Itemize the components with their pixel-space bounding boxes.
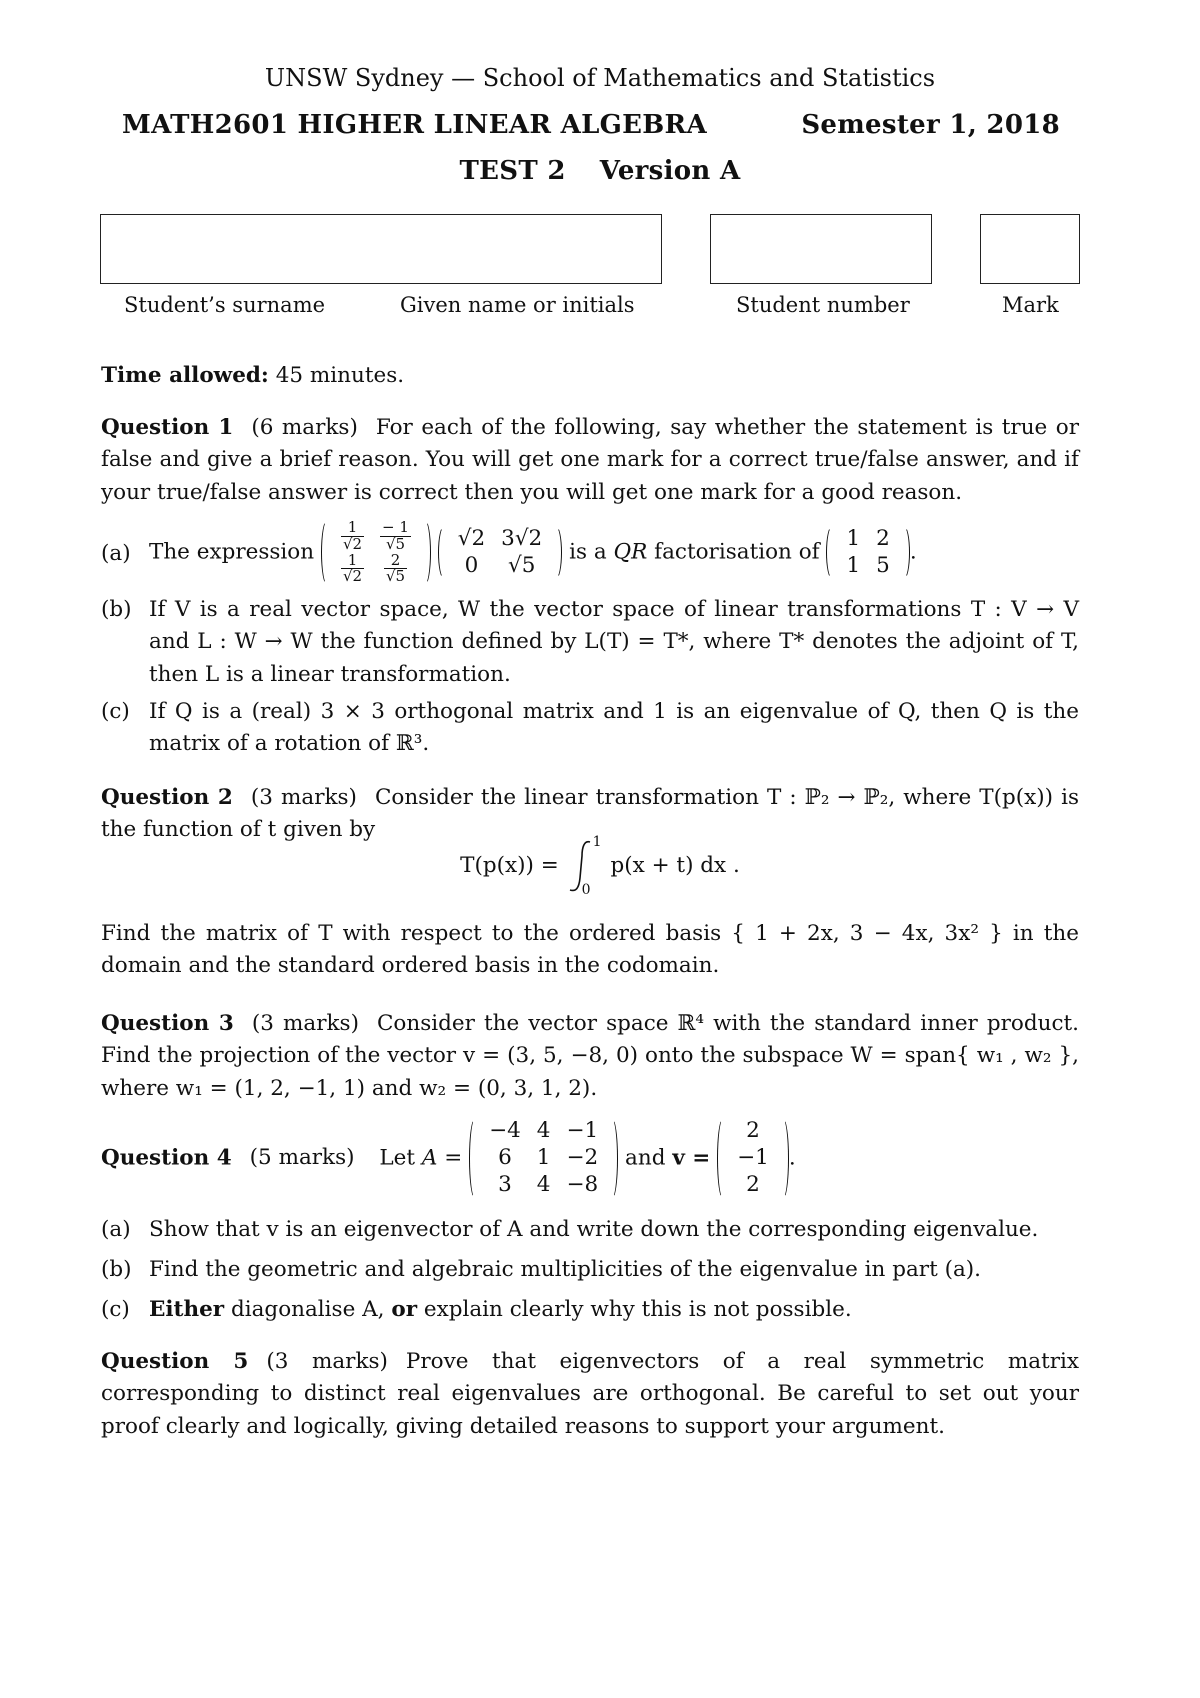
q5-text: Prove that eigenvectors of a real symmetric matrix corresponding to distinct real eigenvalues are orthogonal. Be careful to set out your proof clearly and logically, giving detailed reasons to support your argument. (101, 1349, 1079, 1439)
mark-label: Mark (1002, 293, 1059, 317)
v-2: −1 (737, 1144, 769, 1170)
q4-a-label: (a) (101, 1217, 131, 1242)
q4-c-end: explain clearly why this is not possible. (423, 1297, 852, 1322)
q3-heading: Question 3 (101, 1011, 234, 1036)
course-line (122, 106, 1060, 145)
q1-heading: Question 1 (101, 415, 234, 440)
time-allowed (101, 360, 1079, 392)
q2-heading: Question 2 (101, 785, 233, 810)
integral-upper: 1 (592, 834, 602, 850)
q4-part-a (101, 1214, 1079, 1246)
q3-marks: (3 marks) (251, 1011, 359, 1036)
A-r3c3: −8 (566, 1171, 599, 1197)
A-r1c1: −4 (489, 1118, 521, 1143)
integral-lower: 0 (581, 882, 591, 898)
r-r2c1: 0 (464, 552, 479, 578)
q1-a-qr: QR (613, 539, 648, 565)
v-3: 2 (746, 1171, 760, 1197)
q2-eq-rhs: p(x + t) dx . (610, 853, 740, 878)
q4-v-eq: v = (672, 1145, 711, 1171)
A-r3c2: 4 (536, 1171, 551, 1197)
institution-heading: UNSW Sydney — School of Mathematics and Statistics (264, 64, 936, 92)
q1-marks: (6 marks) (251, 415, 358, 440)
test-version: Version A (599, 156, 741, 186)
t-r2c1: 1 (846, 552, 861, 578)
q4-heading: Question 4 (101, 1145, 232, 1171)
q4-c-label: (c) (101, 1297, 130, 1322)
q2-task-text: Find the matrix of T with respect to the ordered basis { 1 + 2x, 3 − 4x, 3x² } in the domain and the standard ordered basis in the codomain. (101, 921, 1079, 979)
q1-part-c (101, 696, 1079, 761)
integral-sign (566, 834, 604, 898)
q4-part-c (101, 1294, 1079, 1326)
q4-and: and (625, 1145, 666, 1171)
q1-b-text: If V is a real vector space, W the vector space of linear transformations T : V → V and L : W → W the function defined by L(T) = T*, where T* denotes the adjoint of T, then L is a linear transformation. (149, 597, 1079, 687)
q4-c-either: Either (149, 1297, 225, 1322)
A-r1c3: −1 (566, 1118, 599, 1143)
student-number-box[interactable] (710, 214, 932, 284)
q-r2c2-num: 2 (384, 553, 407, 570)
test-number: TEST 2 (459, 156, 566, 186)
time-label: Time allowed: (101, 363, 269, 388)
q-r1c2-num: − 1 (382, 518, 409, 536)
question-5 (101, 1346, 1079, 1443)
q-r1c1-num: 1 (341, 520, 364, 537)
A-r2c3: −2 (566, 1144, 599, 1170)
q-r2c1-num: 1 (341, 553, 364, 570)
q-r1c1-den: √2 (342, 534, 363, 553)
test-title (0, 152, 1200, 191)
q4-c-or: or (391, 1297, 418, 1322)
matrix-target (826, 526, 909, 580)
t-r2c2: 5 (876, 552, 890, 578)
v-1: 2 (746, 1118, 760, 1143)
q2-marks: (3 marks) (250, 785, 357, 810)
q-r1c2-den: √5 (385, 534, 406, 553)
q4-a-text: Show that v is an eigenvector of A and write down the corresponding eigenvalue. (149, 1217, 1039, 1242)
question-3 (101, 1008, 1079, 1105)
q1-a-post: factorisation of (654, 539, 820, 565)
q1-b-label: (b) (101, 597, 132, 622)
given-name-label: Given name or initials (400, 293, 635, 317)
time-value: 45 minutes. (275, 363, 405, 388)
r-r2c2: √5 (508, 552, 536, 578)
A-r3c1: 3 (498, 1171, 512, 1197)
q4-a-eq: A = (421, 1145, 463, 1171)
r-r1c2: 3√2 (501, 525, 543, 551)
surname-label: Student’s surname (124, 293, 326, 317)
matrix-q (321, 520, 431, 585)
q-r2c2-den: √5 (385, 567, 406, 586)
q1-a-mid: is a (569, 539, 607, 565)
question-4: Question 4 (5 marks) Let A = −4 4 −1 6 1 −2 3 4 −8 and v = 2 −1 2 . (101, 1118, 796, 1197)
q4-part-b (101, 1254, 1079, 1286)
t-r1c1: 1 (846, 525, 861, 551)
q1-c-text: If Q is a (real) 3 × 3 orthogonal matrix and 1 is an eigenvalue of Q, then Q is the matrix of a rotation of ℝ³. (149, 699, 1079, 757)
q1-c-label: (c) (101, 699, 130, 724)
q2-intro: Consider the linear transformation T : ℙ₂ → ℙ₂, where T(p(x)) is the function of t given by (101, 785, 1079, 843)
q2-eq-lhs: T(p(x)) = (460, 853, 559, 878)
q1-intro: For each of the following, say whether the statement is true or false and give a brief reason. You will get one mark for a correct true/false answer, and if your true/false answer is correct then you will get one mark for a good reason. (101, 415, 1079, 505)
q5-marks: (3 marks) (266, 1349, 388, 1374)
student-number-label: Student number (736, 293, 910, 317)
q4-let: Let (379, 1145, 416, 1171)
question-2 (101, 782, 1079, 847)
q4-c-mid: diagonalise A, (230, 1297, 385, 1322)
A-r2c1: 6 (498, 1144, 512, 1170)
q1-a-pre: The expression (149, 539, 315, 565)
semester: Semester 1, 2018 (801, 110, 1060, 140)
q4-marks: (5 marks) (249, 1145, 355, 1171)
q-r2c1-den: √2 (342, 567, 363, 586)
A-r2c2: 1 (536, 1144, 551, 1170)
matrix-A (469, 1118, 618, 1199)
q1-a-label: (a) (101, 541, 131, 566)
q4-b-label: (b) (101, 1257, 132, 1282)
q1-part-a: (a) The expression $\frac{1}{√2}$ $\frac{- 1}{√5}$ $\frac{1}{√2}$ $\frac{2}{√5}$ √2 3√2 0 √5 is a QR factorisation of 1 2 1 5 . (101, 518, 917, 586)
t-r1c2: 2 (876, 525, 890, 551)
q4-b-text: Find the geometric and algebraic multiplicities of the eigenvalue in part (a). (149, 1257, 981, 1282)
q2-equation (0, 834, 1200, 898)
question-1 (101, 412, 1079, 509)
matrix-r (438, 526, 562, 580)
q1-part-b (101, 594, 1079, 691)
name-box[interactable] (100, 214, 662, 284)
course-title: MATH2601 HIGHER LINEAR ALGEBRA (122, 110, 707, 140)
q2-task (101, 918, 1079, 983)
q5-heading: Question 5 (101, 1349, 249, 1374)
vector-v (717, 1118, 789, 1199)
r-r1c1: √2 (457, 525, 486, 551)
q3-text: Consider the vector space ℝ⁴ with the standard inner product. Find the projection of the vector v = (3, 5, −8, 0) onto the subspace W = span{ w₁ , w₂ }, where w₁ = (1, 2, −1, 1) and w₂ = (0, 3, 1, 2). (101, 1011, 1079, 1101)
mark-box[interactable] (980, 214, 1080, 284)
A-r1c2: 4 (536, 1118, 551, 1143)
